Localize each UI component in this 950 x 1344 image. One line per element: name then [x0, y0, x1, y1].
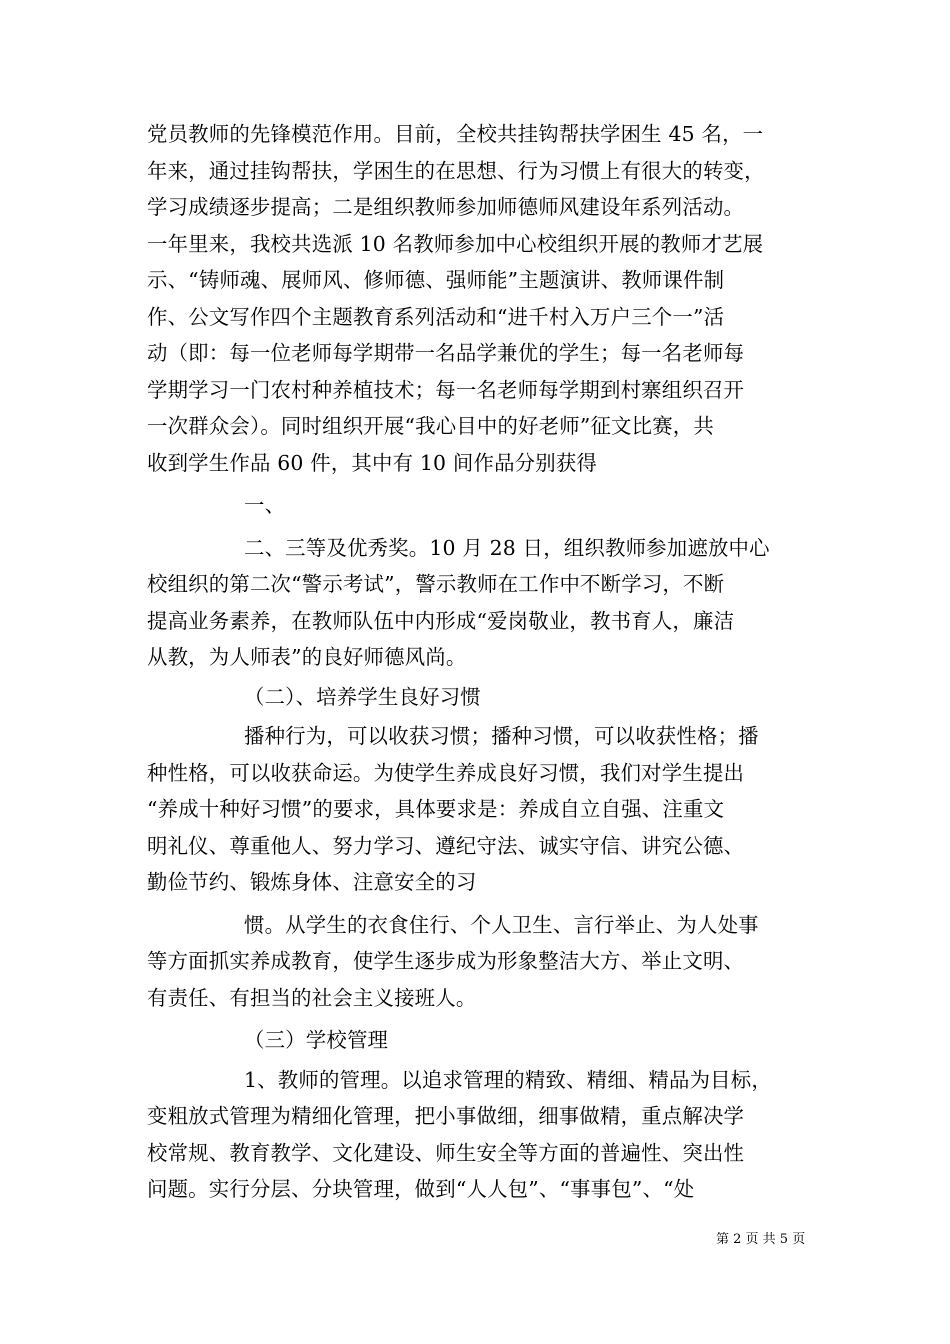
text-line: 收到学生作品 60 件，其中有 10 间作品分别获得 — [147, 450, 598, 475]
body-text — [147, 116, 807, 1208]
text-line: 变粗放式管理为精细化管理，把小事做细，细事做精，重点解决学 — [147, 1104, 745, 1128]
text-line: 提高业务素养，在教师队伍中内形成“爱岗敬业，教书育人，廉洁 — [147, 608, 735, 633]
text-line: 一年里来，我校共选派 10 名教师参加中心校组织开展的教师才艺展 — [147, 231, 764, 256]
text-line: 动（即：每一位老师每学期带一名品学兼优的学生；每一名老师每 — [147, 341, 745, 365]
text-line: 作、公文写作四个主题教育系列活动和“进千村入万户三个一”活 — [147, 304, 725, 329]
text-line: 等方面抓实养成教育，使学生逐步成为形象整洁大方、举止文明、 — [147, 949, 745, 973]
page-number: 第 2 页 共 5 页 — [716, 1232, 806, 1247]
text-line: 示、“铸师魂、展师风、修师德、强师能”主题演讲、教师课件制 — [147, 268, 725, 292]
text-line: 一次群众会）。同时组织开展“我心目中的好老师”征文比赛，共 — [147, 414, 714, 438]
text-line: 问题。实行分层、分块管理，做到“人人包”、“事事包”、“处 — [147, 1177, 695, 1201]
text-line: “养成十种好习惯”的要求，具体要求是：养成自立自强、注重文 — [147, 797, 725, 821]
text-line: 学习成绩逐步提高；二是组织教师参加师德师风建设年系列活动。 — [147, 195, 745, 219]
text-line: 播种行为，可以收获习惯；播种习惯，可以收获性格；播 — [244, 724, 759, 748]
text-line: 种性格，可以收获命运。为使学生养成良好习惯，我们对学生提出 — [147, 760, 745, 785]
text-line: 一、 — [244, 493, 286, 517]
text-line: 学期学习一门农村种养植技术；每一名老师每学期到村寨组织召开 — [147, 377, 745, 402]
text-line: 惯。从学生的衣食住行、个人卫生、言行举止、为人处事 — [244, 912, 759, 937]
text-line: 从教，为人师表”的良好师德风尚。 — [147, 645, 467, 669]
text-line: 年来，通过挂钩帮扶，学困生的在思想、行为习惯上有很大的转变， — [147, 158, 765, 183]
text-line: 1、教师的管理。以追求管理的精致、精细、精品为目标， — [244, 1067, 772, 1092]
text-line: 有责任、有担当的社会主义接班人。 — [147, 985, 477, 1010]
text-line: 二、三等及优秀奖。10 月 28 日，组织教师参加遮放中心 — [244, 535, 770, 560]
text-line: 校组织的第二次“警示考试”，警示教师在工作中不断学习，不断 — [147, 572, 725, 596]
text-line: 勤俭节约、锻炼身体、注意安全的习 — [147, 870, 477, 894]
text-line: 党员教师的先锋模范作用。目前，全校共挂钩帮扶学困生 45 名，一 — [147, 122, 764, 146]
text-line: 明礼仪、尊重他人、努力学习、遵纪守法、诚实守信、讲究公德、 — [147, 833, 745, 858]
section-heading: （三）学校管理 — [244, 1028, 389, 1052]
section-heading: （二）、培养学生良好习惯 — [244, 684, 481, 709]
text-line: 校常规、教育教学、文化建设、师生安全等方面的普遍性、突出性 — [147, 1140, 745, 1165]
